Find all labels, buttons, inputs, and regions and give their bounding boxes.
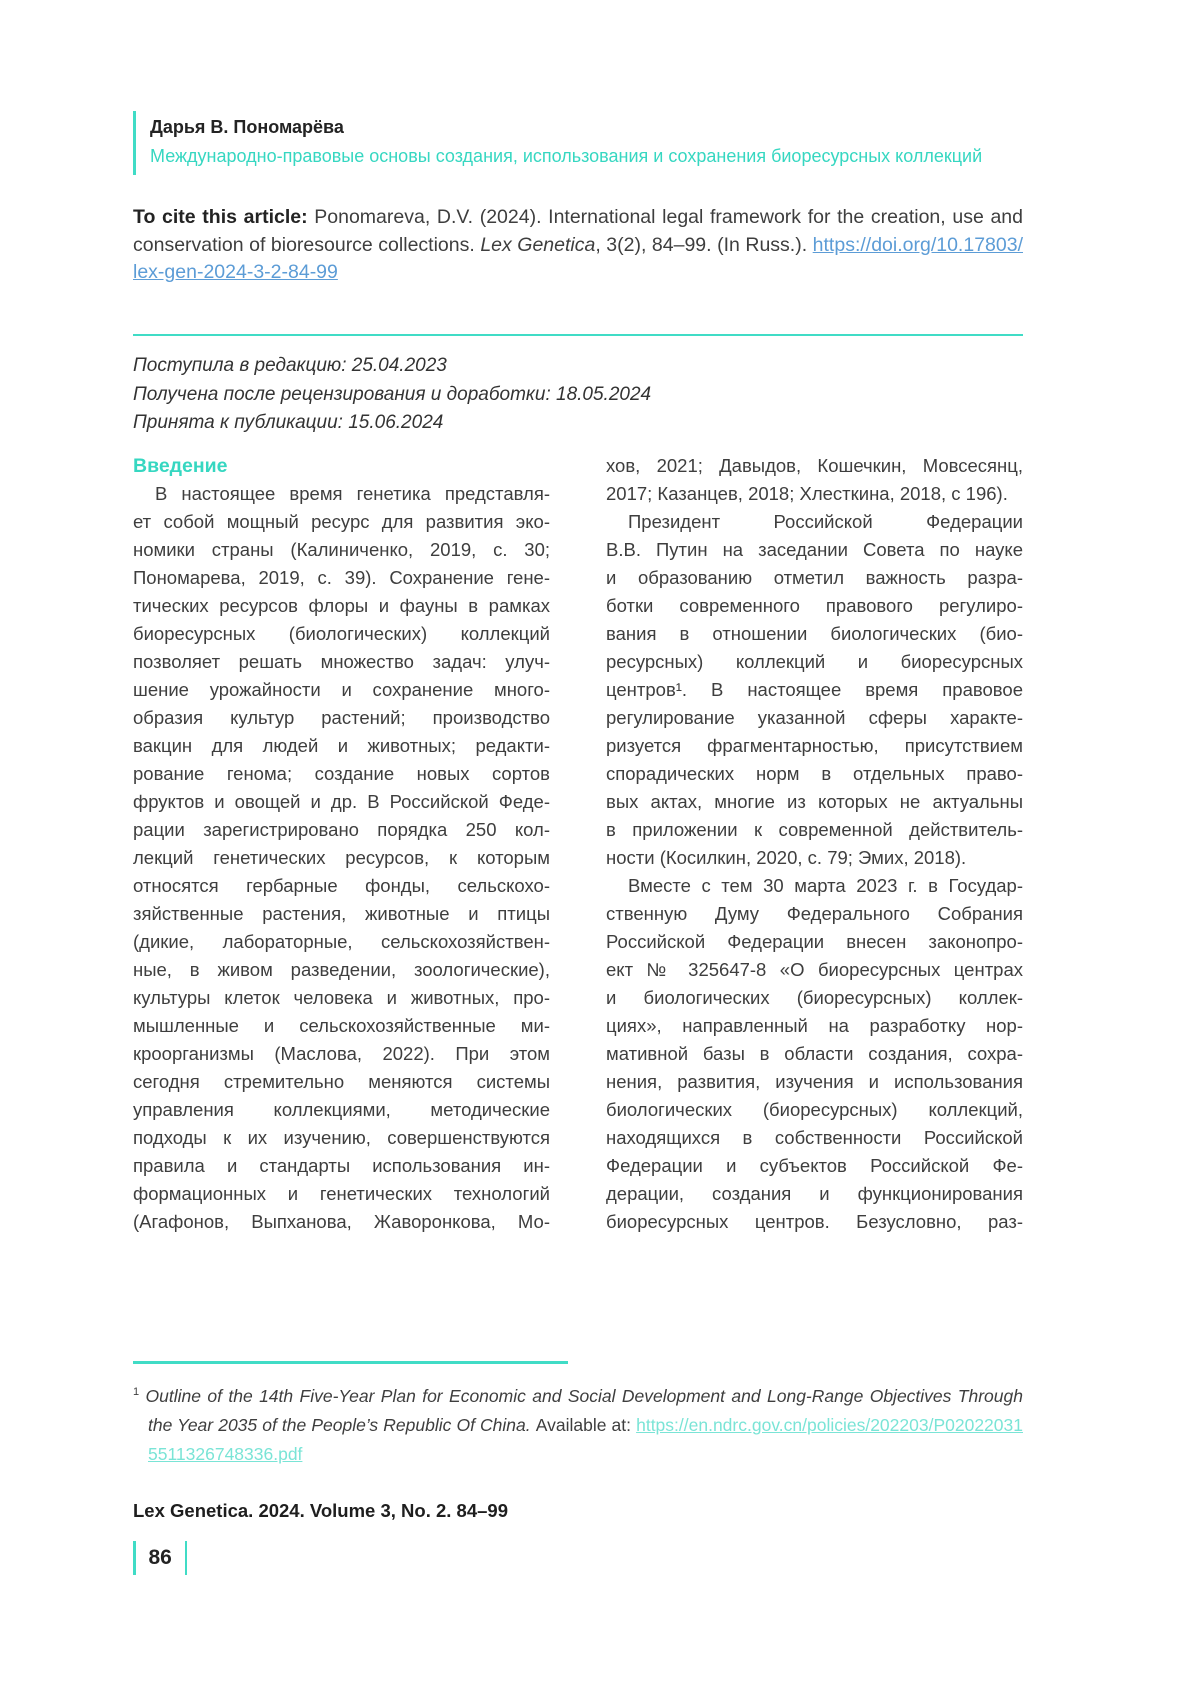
- text-line: ботки современного правового регулиро-: [606, 595, 1023, 616]
- text-line: центров¹. В настоящее время правовое: [606, 679, 1023, 700]
- editorial-dates: [133, 352, 1023, 438]
- footnote-marker: 1: [133, 1386, 140, 1399]
- text-line: шение урожайности и сохранение много-: [133, 679, 550, 700]
- date-line: Получена после рецензирования и доработки: 18.05.2024: [133, 383, 652, 405]
- article-body: [133, 452, 1023, 1236]
- text-line: формационных и генетических технологий: [133, 1183, 550, 1204]
- text-line: ственную Думу Федерального Собрания: [606, 903, 1023, 924]
- right-column-text: [606, 452, 1023, 1236]
- text-line: Президент Российской Федерации: [628, 511, 1023, 532]
- text-line: Вместе с тем 30 марта 2023 г. в Государ-: [628, 875, 1023, 896]
- text-line: сегодня стремительно меняются системы: [133, 1071, 550, 1092]
- text-line: Федерации и субъектов Российской Фе-: [606, 1155, 1023, 1176]
- citation-text-1: Ponomareva, D.V. (2024). International legal framework for the creation, use and conservation of bioresource collections.: [133, 206, 1023, 256]
- text-line: в приложении к современной действитель-: [606, 819, 1023, 840]
- text-line: подходы к их изучению, совершенствуются: [133, 1127, 550, 1148]
- text-line: ные, в живом разведении, зоологические),: [133, 959, 550, 980]
- date-line: Принята к публикации: 15.06.2024: [133, 412, 444, 433]
- text-line: ект № 325647-8 «О биоресурсных центрах: [606, 959, 1023, 980]
- page-number-rule-right: [185, 1541, 188, 1575]
- text-line: вакцин для людей и животных; редакти-: [133, 735, 550, 756]
- text-line: относятся гербарные фонды, сельскохо-: [133, 875, 550, 896]
- text-line: Российской Федерации внесен законопро-: [606, 931, 1023, 952]
- text-line: кроорганизмы (Маслова, 2022). При этом: [133, 1043, 550, 1064]
- text-line: биологических (биоресурсных) коллекций,: [606, 1099, 1023, 1120]
- text-line: биоресурсных (биологических) коллекций: [133, 623, 550, 644]
- text-line: ризуется фрагментарностью, присутствием: [606, 735, 1023, 756]
- body-column-left: [133, 452, 550, 1236]
- text-line: управления коллекциями, методические: [133, 1099, 550, 1120]
- footnote: [133, 1382, 1023, 1469]
- page-number-block: [133, 1541, 187, 1575]
- text-line: дерации, создания и функционирования: [606, 1183, 1023, 1204]
- text-line: культуры клеток человека и животных, про-: [133, 987, 550, 1008]
- text-line: Пономарева, 2019, с. 39). Сохранение гене-: [133, 567, 550, 588]
- text-line: вых актах, многие из которых не актуальны: [606, 791, 1023, 812]
- text-line: находящихся в собственности Российской: [606, 1127, 1023, 1148]
- text-line: регулирование указанной сферы характе-: [606, 707, 1023, 728]
- text-line: позволяет решать множество задач: улуч-: [133, 651, 550, 672]
- citation-label: To cite this article:: [133, 206, 308, 228]
- text-line: рации зарегистрировано порядка 250 кол-: [133, 819, 550, 840]
- citation-block: [133, 204, 1023, 287]
- article-title-ru: Международно-правовые основы создания, использования и сохранения биоресурсных коллекций: [150, 146, 983, 166]
- left-column-text: [133, 480, 550, 1236]
- author-name: Дарья В. Пономарёва: [150, 117, 344, 137]
- section-divider: [133, 334, 1023, 336]
- text-line: тических ресурсов флоры и фауны в рамках: [133, 595, 550, 616]
- text-line: нения, развития, изучения и использования: [606, 1071, 1023, 1092]
- date-line: Поступила в редакцию: 25.04.2023: [133, 355, 447, 376]
- text-line: образия культур растений; производство: [133, 707, 550, 728]
- text-line: ресурсных) коллекций и биоресурсных: [606, 651, 1023, 672]
- text-line: В настоящее время генетика представля-: [155, 483, 550, 504]
- section-heading-introduction: Введение: [133, 455, 228, 477]
- text-line: циях», направленный на разработку нор-: [606, 1015, 1023, 1036]
- text-line: вания в отношении биологических (био-: [606, 623, 1023, 644]
- text-line: 2017; Казанцев, 2018; Хлесткина, 2018, с 196).: [606, 483, 1008, 504]
- page-number-rule-left: [133, 1541, 136, 1575]
- text-line: мышленные и сельскохозяйственные ми-: [133, 1015, 550, 1036]
- text-line: биоресурсных центров. Безусловно, раз-: [606, 1211, 1023, 1232]
- text-line: В.В. Путин на заседании Совета по науке: [606, 539, 1023, 560]
- text-line: спорадических норм в отдельных право-: [606, 763, 1023, 784]
- citation-journal-name: Lex Genetica: [480, 233, 596, 256]
- text-line: лекций генетических ресурсов, к которым: [133, 847, 550, 868]
- text-line: и образованию отметил важность разра-: [606, 567, 1023, 588]
- footnote-link[interactable]: https://en.ndrc.gov.cn/policies/202203/P020220315511326748336.pdf: [148, 1415, 1023, 1464]
- text-line: хов, 2021; Давыдов, Кошечкин, Мовсесянц,: [606, 455, 1023, 476]
- text-line: (Агафонов, Выпханова, Жаворонкова, Мо-: [133, 1211, 550, 1232]
- text-line: ности (Косилкин, 2020, с. 79; Эмих, 2018).: [606, 847, 967, 868]
- footnote-title: Outline of the 14th Five-Year Plan for Economic and Social Development and Long-Range Objectives Through the Year 2035 of the People’s Republic Of China.: [139, 1386, 1023, 1435]
- citation-text-2: , 3(2), 84–99. (In Russ.).: [595, 233, 813, 256]
- journal-footer: Lex Genetica. 2024. Volume 3, No. 2. 84–99: [133, 1500, 508, 1521]
- text-line: зяйственные растения, животные и птицы: [133, 903, 550, 924]
- text-line: номики страны (Калиниченко, 2019, с. 30;: [133, 539, 550, 560]
- article-header: [133, 111, 1023, 175]
- doi-link[interactable]: https://doi.org/10.17803/lex-gen-2024-3-2-84-99: [133, 233, 1023, 283]
- text-line: правила и стандарты использования ин-: [133, 1155, 550, 1176]
- footnote-divider: [133, 1361, 568, 1364]
- text-line: фруктов и овощей и др. В Российской Феде-: [133, 791, 550, 812]
- body-column-right: [606, 452, 1023, 1236]
- text-line: и биологических (биоресурсных) коллек-: [606, 987, 1023, 1008]
- text-line: рование генома; создание новых сортов: [133, 763, 550, 784]
- text-line: ет собой мощный ресурс для развития эко-: [133, 511, 550, 532]
- page-number: 86: [148, 1546, 172, 1569]
- footnote-availability: Available at:: [535, 1415, 637, 1435]
- text-line: мативной базы в области создания, сохра-: [606, 1043, 1023, 1064]
- text-line: (дикие, лабораторные, сельскохозяйствен-: [133, 931, 550, 952]
